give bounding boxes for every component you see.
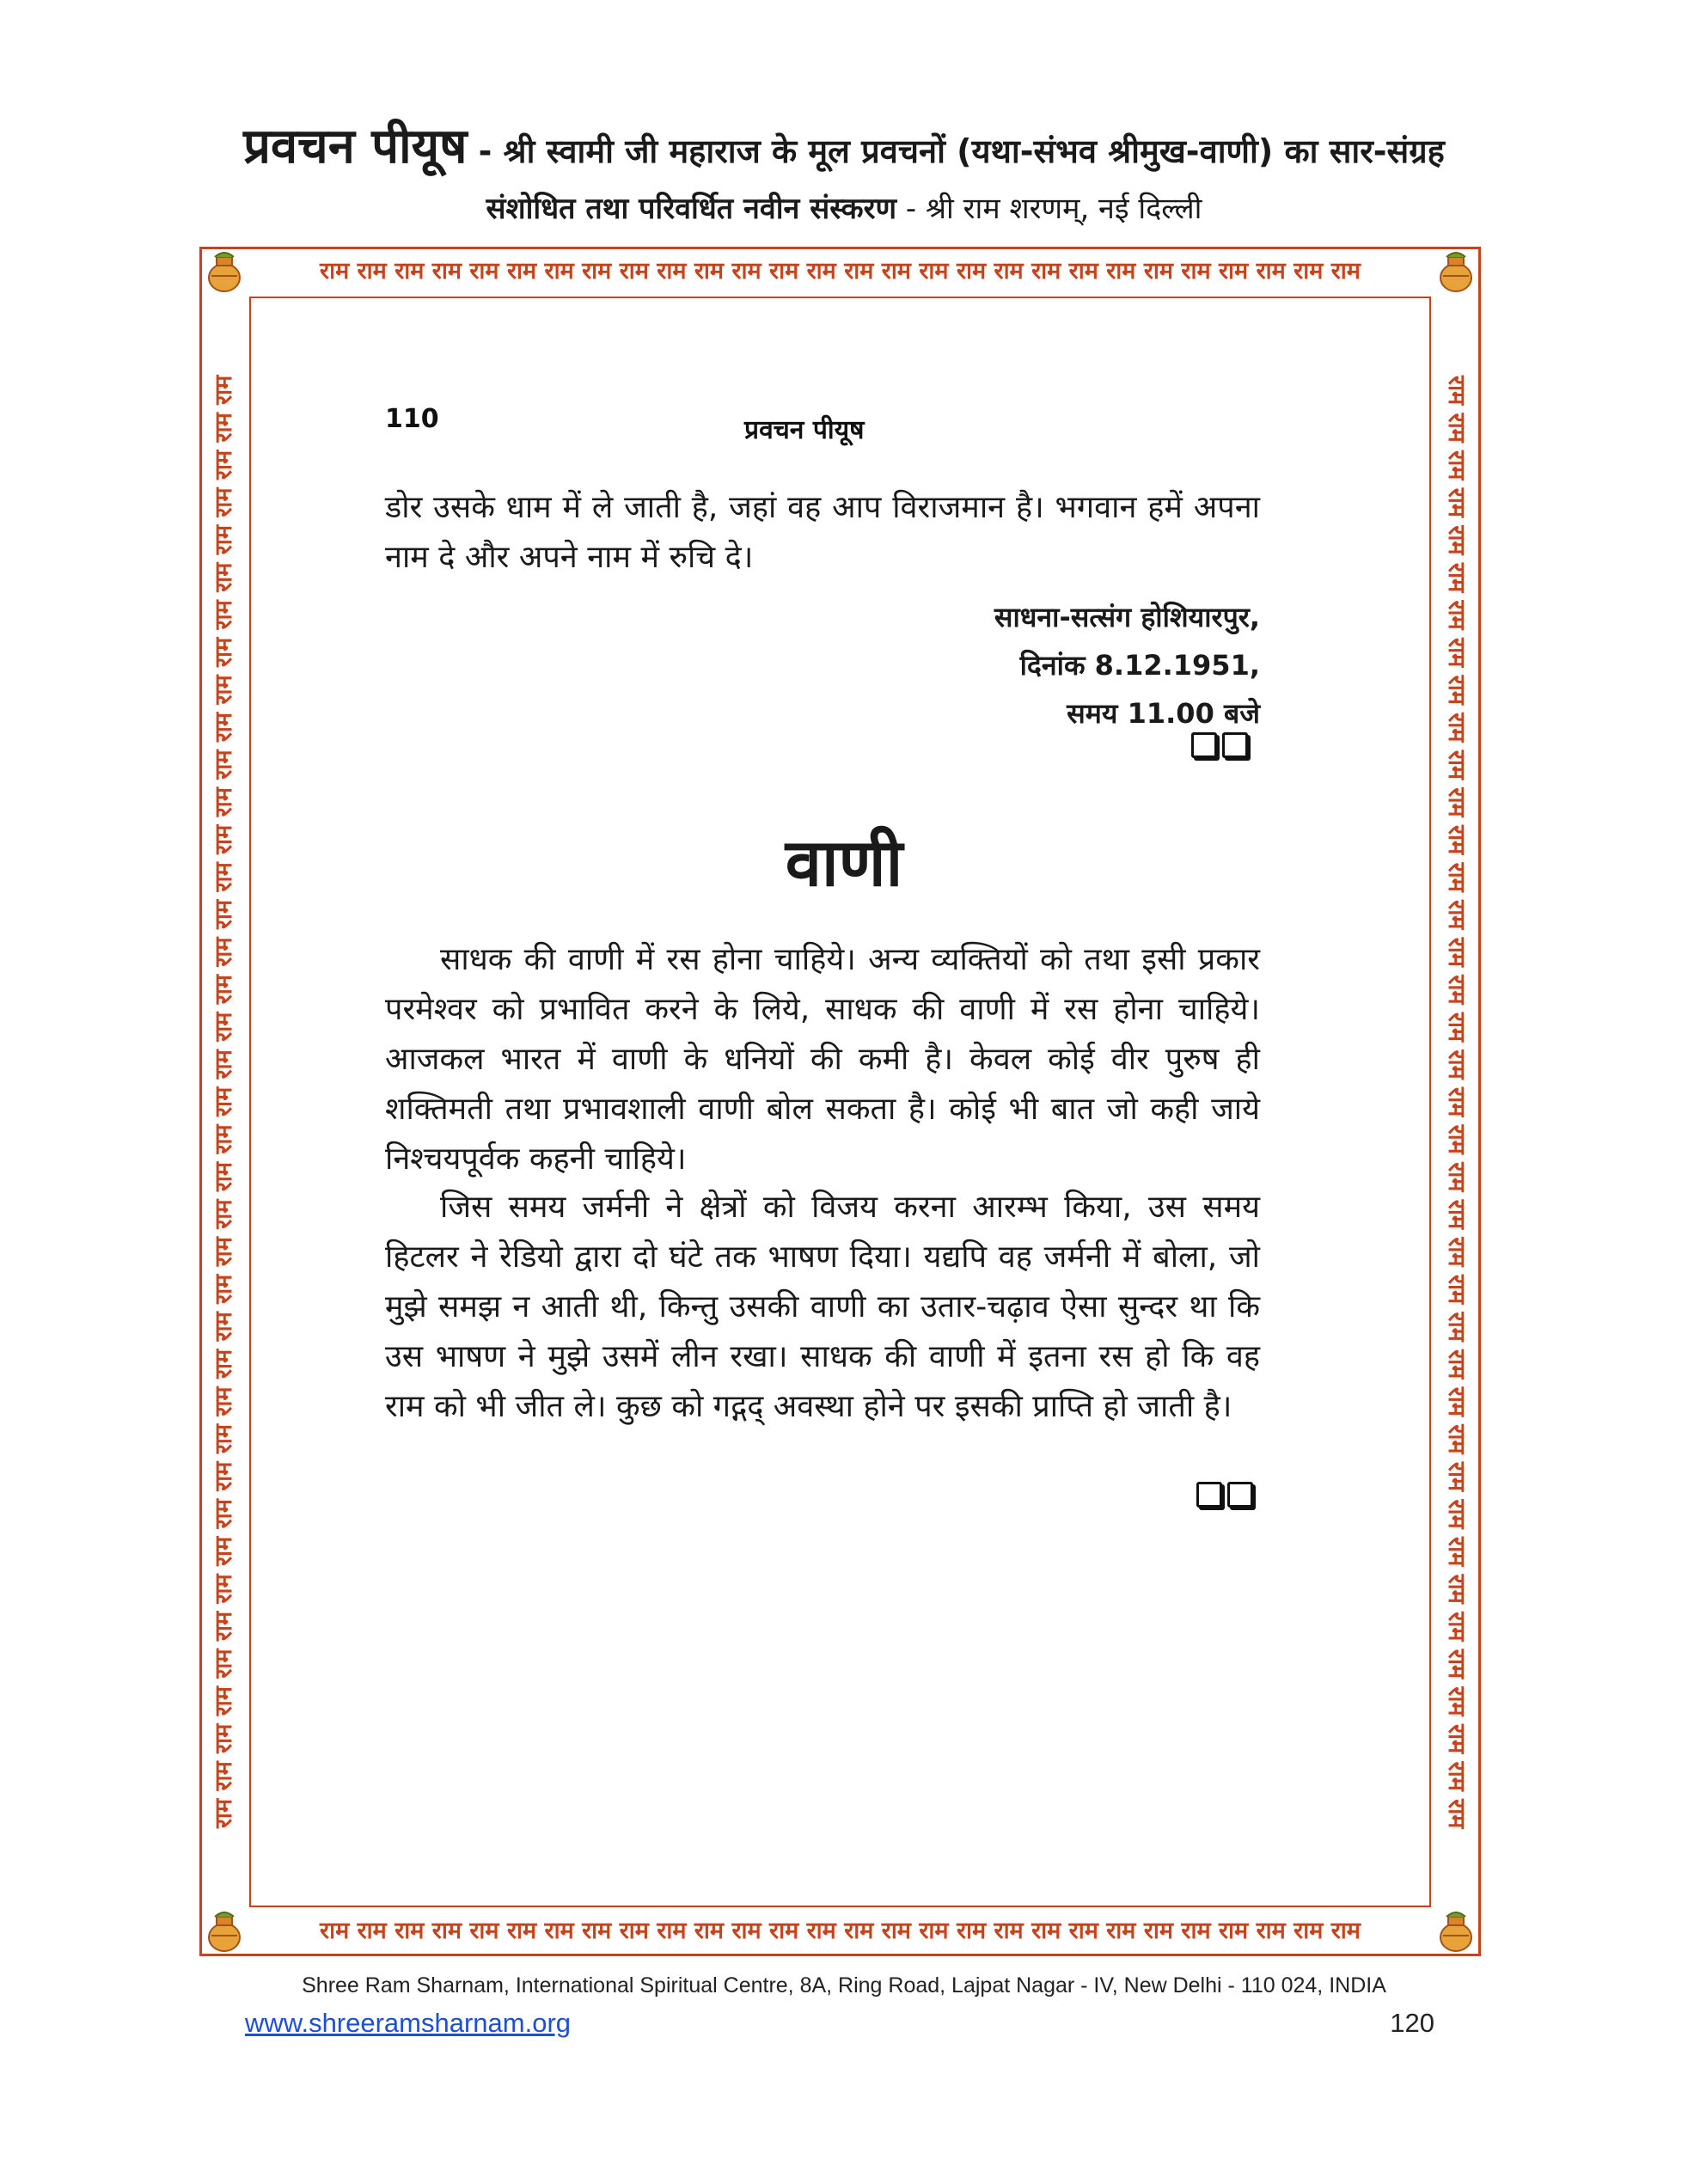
edition-line bbox=[0, 187, 1688, 227]
section-end-mark bbox=[1196, 1482, 1258, 1508]
kalash-icon bbox=[199, 247, 249, 297]
border-text-left: राम राम राम राम राम राम राम राम राम राम राम राम राम राम राम राम राम राम राम राम राम राम राम राम राम राम राम राम राम राम राम राम राम राम राम राम राम राम राम bbox=[211, 375, 237, 1829]
intro-paragraph: डोर उसके धाम में ले जाती है, जहां वह आप विराजमान है। भगवान हमें अपना नाम दे और अपने नाम में रुचि दे। bbox=[385, 490, 1260, 575]
running-head: प्रवचन पीयूष bbox=[744, 415, 865, 445]
website-link[interactable]: www.shreeramsharnam.org bbox=[245, 2008, 572, 2038]
book-title: प्रवचन पीयूष bbox=[243, 119, 468, 174]
publisher-label: - श्री राम शरणम्, नई दिल्ली bbox=[896, 192, 1202, 226]
border-text-top: राम राम राम राम राम राम राम राम राम राम राम राम राम राम राम राम राम राम राम राम राम राम राम राम राम राम राम राम bbox=[320, 258, 1361, 284]
border-text-right: राम राम राम राम राम राम राम राम राम राम राम राम राम राम राम राम राम राम राम राम राम राम राम राम राम राम राम राम राम राम राम राम राम राम राम राम राम राम राम bbox=[1443, 375, 1470, 1829]
document-header bbox=[0, 112, 1688, 177]
kalash-icon bbox=[199, 1906, 249, 1956]
signature-place: साधना-सत्संग होशियारपुर, bbox=[994, 601, 1260, 633]
signature-time: समय 11.00 बजे bbox=[1067, 697, 1260, 730]
body-paragraph-1: साधक की वाणी में रस होना चाहिये। अन्य व्यक्तियों को तथा इसी प्रकार परमेश्वर को प्रभावित करने के लिये, साधक की वाणी में रस होना चाहिये। आजकल भारत में वाणी के धनियों की कमी है। केवल कोई वीर पुरुष ही शक्तिमती तथा प्रभावशाली वाणी बोल सकता है। कोई भी बात जो कही जाये निश्चयपूर्वक कहनी चाहिये। bbox=[385, 942, 1260, 1177]
kalash-icon bbox=[1431, 247, 1481, 297]
body-paragraph-2: जिस समय जर्मनी ने क्षेत्रों को विजय करना आरम्भ किया, उस समय हिटलर ने रेडियो द्वारा दो घंटे तक भाषण दिया। यद्यपि वह जर्मनी में बोला, जो मुझे समझ न आती थी, किन्तु उसकी वाणी का उतार-चढ़ाव ऐसा सुन्दर था कि उस भाषण ने मुझे उसमें लीन रखा। साधक की वाणी में इतना रस हो कि वह राम को भी जीत ले। कुछ को गद्गद् अवस्था होने पर इसकी प्राप्ति हो जाती है। bbox=[385, 1190, 1260, 1424]
pdf-page-number: 120 bbox=[1390, 2008, 1434, 2038]
kalash-icon bbox=[1431, 1906, 1481, 1956]
section-end-mark bbox=[1191, 732, 1253, 758]
edition-label: संशोधित तथा परिवर्धित नवीन संस्करण bbox=[486, 192, 897, 226]
signature-block bbox=[994, 593, 1260, 737]
book-page-number: 110 bbox=[385, 404, 439, 434]
section-title: वाणी bbox=[785, 824, 903, 901]
book-description: - श्री स्वामी जी महाराज के मूल प्रवचनों (यथा-संभव श्रीमुख-वाणी) का सार-संग्रह bbox=[467, 132, 1445, 170]
footer-address: Shree Ram Sharnam, International Spiritual Centre, 8A, Ring Road, Lajpat Nagar - IV, New Delhi - 110 024, INDIA bbox=[302, 1973, 1386, 1997]
border-text-bottom: राम राम राम राम राम राम राम राम राम राम राम राम राम राम राम राम राम राम राम राम राम राम राम राम राम राम राम राम bbox=[320, 1918, 1361, 1944]
signature-date: दिनांक 8.12.1951, bbox=[1019, 649, 1260, 682]
